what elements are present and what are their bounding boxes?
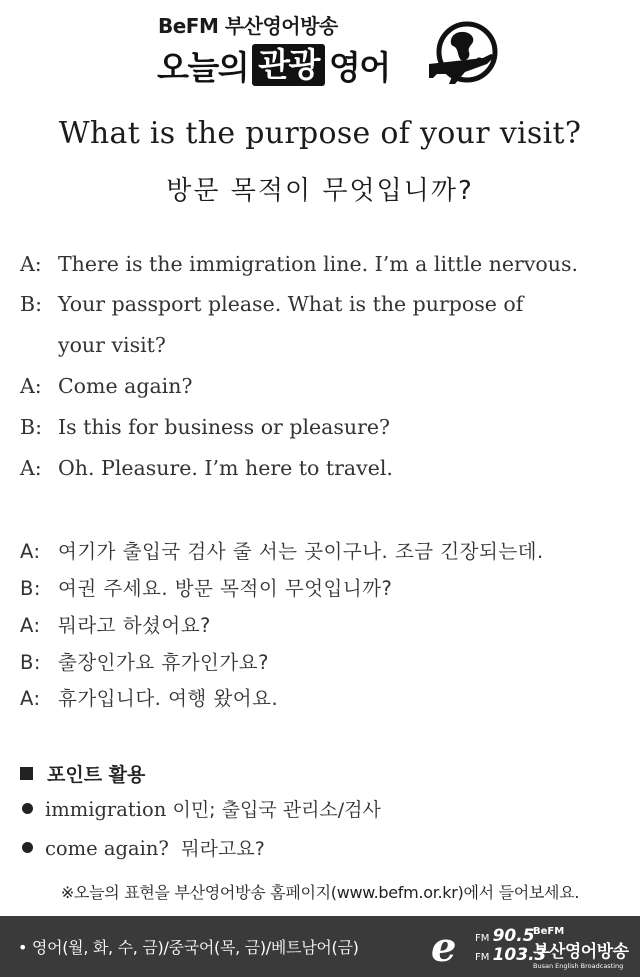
station-e-logo: e <box>431 924 457 971</box>
dialog-text: 휴가입니다. 여행 왔어요. <box>58 687 279 710</box>
dialog-line-ko <box>20 683 625 711</box>
fm-label: FM <box>475 933 490 944</box>
speaker-label: B: <box>20 415 42 439</box>
brand-subtitle: BeFM 부산영어방송 <box>158 14 338 38</box>
speaker-label: A: <box>20 614 41 637</box>
speaker-label: A: <box>20 687 41 710</box>
dialog-text: Oh. Pleasure. I’m here to travel. <box>58 456 393 480</box>
globe-airplane-icon <box>425 18 503 90</box>
speaker-label: A: <box>20 252 42 276</box>
dialog-line-en <box>20 456 625 480</box>
speaker-label: A: <box>20 540 41 563</box>
dialog-line-en <box>20 252 625 276</box>
speaker-label: A: <box>20 456 42 480</box>
dialog-line-ko <box>20 647 625 675</box>
point-item <box>22 795 381 822</box>
frequency: 103.3 <box>492 945 547 965</box>
dialog-text: Your passport please. What is the purpose of <box>58 292 524 316</box>
station-logo <box>425 922 635 972</box>
title-english: What is the purpose of your visit? <box>58 116 582 151</box>
dialog-line-en-continuation: your visit? <box>58 333 166 357</box>
fm-label: FM <box>475 952 490 963</box>
program-logo-title <box>157 42 390 88</box>
dialog-line-en <box>20 374 625 398</box>
point-heading <box>20 760 145 787</box>
title-korean: 방문 목적이 무엇입니까? <box>166 176 474 206</box>
dialog-text: 출장인가요 휴가인가요? <box>58 651 269 674</box>
logo-highlight: 관광 <box>252 44 325 86</box>
speaker-label: A: <box>20 374 42 398</box>
header <box>0 0 640 110</box>
dialog-text: 여기가 출입국 검사 줄 서는 곳이구나. 조금 긴장되는데. <box>58 540 544 563</box>
point-term: immigration <box>45 798 167 821</box>
point-item <box>22 834 265 861</box>
dialog-line-en <box>20 292 625 316</box>
logo-part-1: 오늘의 <box>157 47 249 87</box>
speaker-label: B: <box>20 577 41 600</box>
point-term: come again? <box>45 837 169 860</box>
station-english-name: Busan English Broadcasting <box>533 962 624 970</box>
bullet-icon <box>22 803 33 814</box>
footer-bar <box>0 916 640 977</box>
dialog-line-ko <box>20 573 625 601</box>
station-name-block <box>533 926 629 970</box>
dialog-text: There is the immigration line. I’m a little nervous. <box>58 252 579 276</box>
dialog-text: 여권 주세요. 방문 목적이 무엇입니까? <box>58 577 393 600</box>
dialog-text: Is this for business or pleasure? <box>58 415 391 439</box>
square-bullet-icon <box>20 767 33 780</box>
logo-part-2: 영어 <box>328 47 390 87</box>
station-small: BeFM <box>533 926 565 937</box>
frequency: 90.5 <box>492 926 535 946</box>
speaker-label: B: <box>20 651 41 674</box>
dialog-text: 뭐라고 하셨어요? <box>58 614 211 637</box>
point-heading-text: 포인트 활용 <box>47 764 146 786</box>
dialog-text: Come again? <box>58 374 193 398</box>
dialog-line-ko <box>20 536 625 564</box>
bullet-icon <box>22 842 33 853</box>
speaker-label: B: <box>20 292 42 316</box>
broadcast-schedule: • 영어(월, 화, 수, 금)/중국어(목, 금)/베트남어(금) <box>18 938 359 957</box>
point-meaning: 이민; 출입국 관리소/검사 <box>172 799 381 821</box>
homepage-notice: ※오늘의 표현을 부산영어방송 홈페이지(www.befm.or.kr)에서 들어보세요. <box>60 883 580 902</box>
station-name: 부산영어방송 <box>533 942 629 962</box>
point-meaning: 뭐라고요? <box>181 838 265 860</box>
dialog-line-en <box>20 415 625 439</box>
dialog-line-ko <box>20 610 625 638</box>
